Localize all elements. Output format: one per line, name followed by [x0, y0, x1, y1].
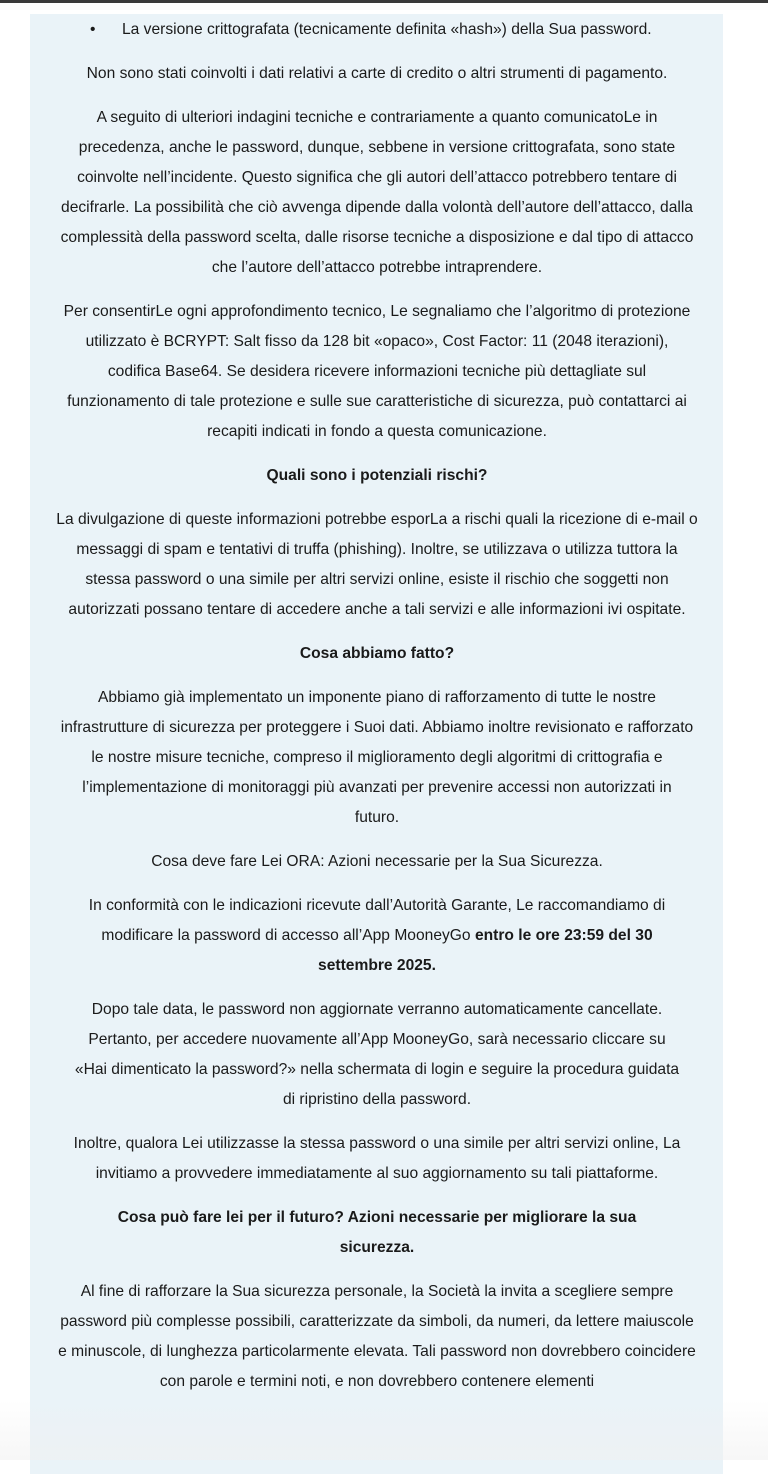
- paragraph-password-advice: Al fine di rafforzare la Sua sicurezza personale, la Società la invita a scegliere sempre password più complesse possibili, caratterizzate da simboli, da numeri, da lettere maiuscole e minuscole, di lunghezza particolarmente elevata. Tali password non dovrebbero coincidere con parole e termini noti, e non dovrebbero contenere elementi: [58, 1283, 696, 1390]
- paragraph-change-password: [54, 891, 700, 981]
- heading-what-we-did: Cosa abbiamo fatto?: [299, 645, 455, 662]
- window-top-border: [0, 0, 768, 3]
- change-password-text: In conformità con le indicazioni ricevute dall’Autorità Garante, Le raccomandiamo di modificare la password di accesso all’App MooneyGo: [88, 897, 666, 944]
- heading-potential-risks: Quali sono i potenziali rischi?: [266, 467, 488, 484]
- paragraph-bcrypt-details: Per consentirLe ogni approfondimento tecnico, Le segnaliamo che l’algoritmo di protezione utilizzato è BCRYPT: Salt fisso da 128 bit «opaco», Cost Factor: 11 (2048 iterazioni), codifica Base64. Se desidera ricevere informazioni tecniche più dettagliate sul funzionamento di tale protezione e sulle sue caratteristiche di sicurezza, può contattarci ai recapiti indicati in fondo a questa comunicazione.: [63, 303, 691, 440]
- paragraph-password-involvement: A seguito di ulteriori indagini tecniche e contrariamente a quanto comunicatoLe in precedenza, anche le password, dunque, sebbene in versione crittografata, sono state coinvolte nell’incidente. Questo significa che gli autori dell’attacco potrebbero tentare di decifrarle. La possibilità che ciò avvenga dipende dalla volontà dell’autore dell’attacco, dalla complessità della password scelta, dalle risorse tecniche a disposizione e dal tipo di attacco che l’autore dell’attacco potrebbe intraprendere.: [60, 109, 694, 276]
- paragraph-other-services: Inoltre, qualora Lei utilizzasse la stessa password o una simile per altri servizi online, La invitiamo a provvedere immediatamente al suo aggiornamento su tali piattaforme.: [73, 1135, 681, 1182]
- paragraph-payment-data: Non sono stati coinvolti i dati relativi a carte di credito o altri strumenti di pagamento.: [86, 65, 668, 82]
- email-content: [54, 15, 700, 1397]
- paragraph-required-actions: Cosa deve fare Lei ORA: Azioni necessarie per la Sua Sicurezza.: [151, 853, 603, 870]
- bullet-marker: •: [90, 21, 96, 38]
- deadline-text: entro le ore 23:59 del 30 settembre 2025.: [318, 927, 653, 974]
- paragraph-risks: La divulgazione di queste informazioni potrebbe esporLa a rischi quali la ricezione di e-mail o messaggi di spam e tentativi di truffa (phishing). Inoltre, se utilizzava o utilizza tuttora la stessa password o una simile per altri servizi online, esiste il rischio che soggetti non autorizzati possano tentare di accedere anche a tali servizi e alle informazioni ivi ospitate.: [56, 511, 698, 618]
- bullet-text: La versione crittografata (tecnicamente definita «hash») della Sua password.: [122, 21, 652, 38]
- heading-future-actions: Cosa può fare lei per il futuro? Azioni necessarie per migliorare la sua sicurezza.: [117, 1209, 637, 1256]
- bullet-item-password-hash: [54, 15, 700, 45]
- paragraph-password-expiry: Dopo tale data, le password non aggiornate verranno automaticamente cancellate. Pertanto, per accedere nuovamente all’App MooneyGo, sarà necessario cliccare su «Hai dimenticato la password?» nella schermata di login e seguire la procedura guidata di ripristino della password.: [74, 1001, 680, 1108]
- paragraph-what-we-did: Abbiamo già implementato un imponente piano di rafforzamento di tutte le nostre infrastrutture di sicurezza per proteggere i Suoi dati. Abbiamo inoltre revisionato e rafforzato le nostre misure tecniche, compreso il miglioramento degli algoritmi di crittografia e l’implementazione di monitoraggi più avanzati per prevenire accessi non autorizzati in futuro.: [60, 689, 694, 826]
